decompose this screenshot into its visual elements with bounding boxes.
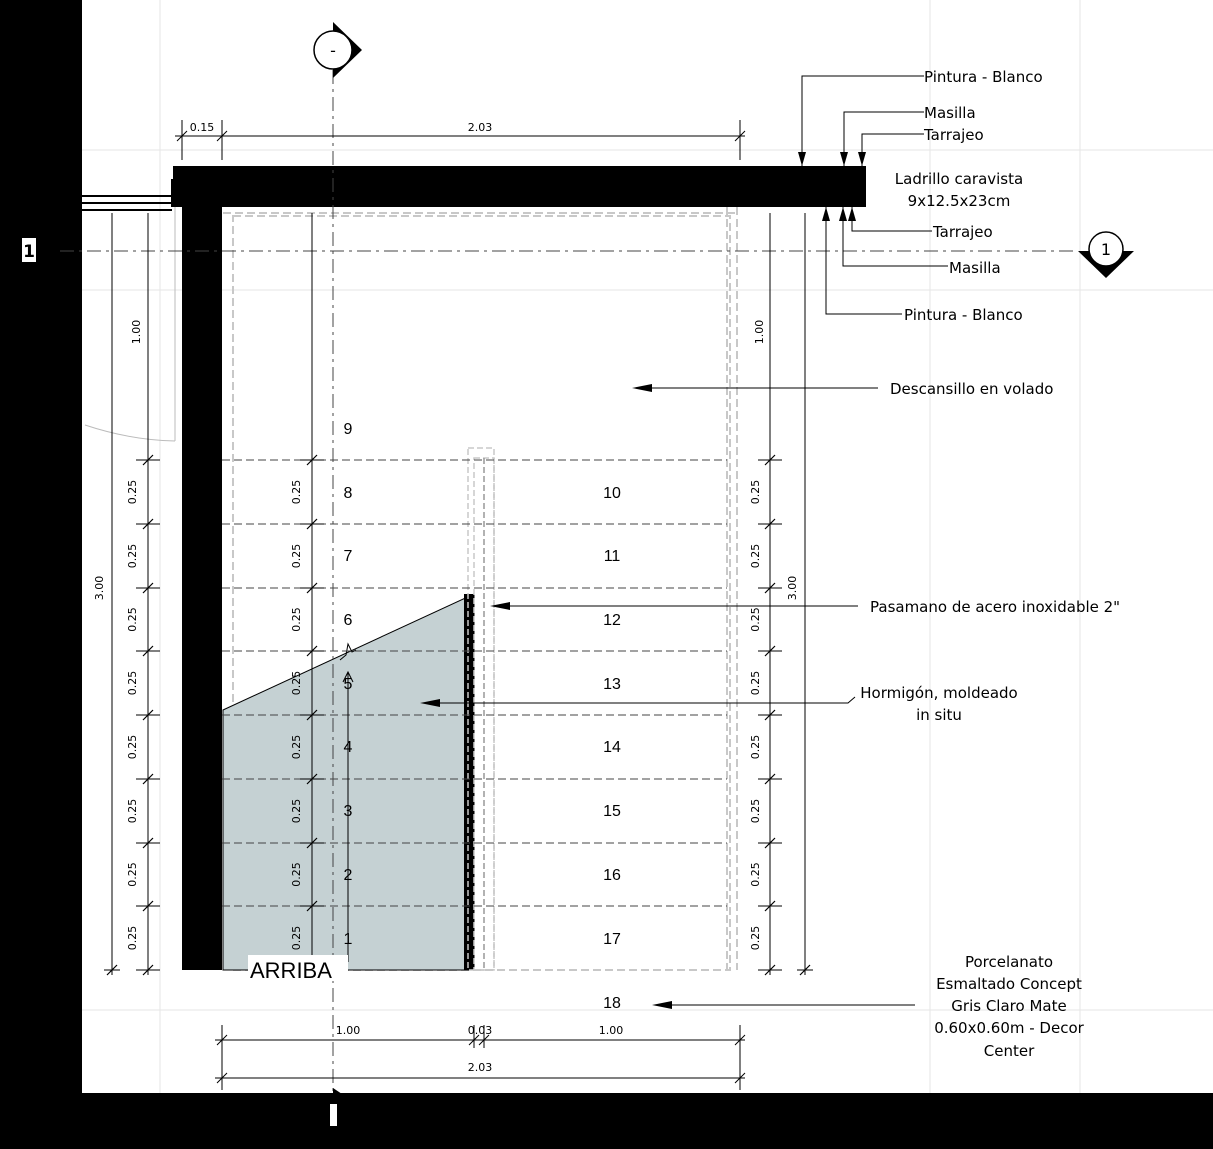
- step-number-8: 8: [343, 485, 353, 502]
- tread-label: 0.25: [749, 734, 762, 760]
- tread-label: 0.25: [290, 734, 303, 760]
- tread-label: 0.25: [749, 607, 762, 632]
- tread-label: 0.25: [126, 670, 139, 696]
- note-putty-bottom: Masilla: [949, 259, 1001, 277]
- tread-label: 0.25: [749, 798, 762, 824]
- note-paint-top: Pintura - Blanco: [924, 68, 1043, 86]
- step-number-10: 10: [603, 485, 621, 502]
- left-brick-wall: [182, 166, 222, 970]
- note-tile-line1: Porcelanato: [964, 953, 1054, 971]
- tread-label: 0.25: [126, 607, 139, 632]
- step-number-2: 2: [343, 867, 353, 884]
- tread-label: 0.25: [126, 925, 139, 951]
- step-number-14: 14: [603, 739, 621, 756]
- tread-label: 0.25: [290, 670, 303, 696]
- note-handrail: Pasamano de acero inoxidable 2": [870, 598, 1121, 616]
- tread-label: 0.25: [749, 479, 762, 505]
- step-number-18: 18: [603, 995, 621, 1012]
- section-marker-label: 1: [1100, 240, 1112, 259]
- step-number-11: 11: [603, 548, 621, 565]
- axis-bubble-top-label: -: [330, 41, 336, 60]
- dim-total-height-right: 3.00: [786, 575, 799, 601]
- note-tile-line4: 0.60x0.60m - Decor: [934, 1019, 1084, 1037]
- tread-label: 0.25: [290, 479, 303, 505]
- note-brick-line1: Ladrillo caravista: [894, 170, 1024, 188]
- tread-label: 0.25: [290, 543, 303, 569]
- dim-bottom-total: 2.03: [467, 1061, 493, 1074]
- dim-bottom-left: 1.00: [335, 1024, 361, 1037]
- dim-bottom-right: 1.00: [598, 1024, 624, 1037]
- step-numbers-right: [603, 485, 621, 1012]
- axis-bubble-bottom: [330, 1088, 342, 1126]
- note-plaster-bottom: Tarrajeo: [933, 223, 993, 241]
- left-axis-label: 1: [23, 242, 35, 262]
- step-number-15: 15: [603, 803, 621, 820]
- dim-landing-right: 1.00: [753, 319, 766, 345]
- note-plaster-top: Tarrajeo: [924, 126, 984, 144]
- step-number-4: 4: [343, 739, 353, 756]
- note-tile-line3: Gris Claro Mate: [951, 997, 1067, 1015]
- dim-top-wall: 0.15: [189, 121, 215, 134]
- tread-label: 0.25: [749, 543, 762, 569]
- tread-label: 0.25: [749, 862, 762, 887]
- stair-direction-label: ARRIBA: [250, 958, 332, 983]
- step-number-7: 7: [343, 548, 353, 565]
- step-number-3: 3: [343, 803, 353, 820]
- step-number-16: 16: [603, 867, 621, 884]
- tread-label: 0.25: [749, 925, 762, 951]
- note-concrete-line2: in situ: [916, 706, 962, 724]
- tread-label: 0.25: [126, 862, 139, 887]
- step-number-17: 17: [603, 931, 621, 948]
- step-number-12: 12: [603, 612, 621, 629]
- step-number-6: 6: [343, 612, 353, 629]
- note-tile-line2: Esmaltado Concept: [936, 975, 1082, 993]
- note-putty-top: Masilla: [924, 104, 976, 122]
- tread-label: 0.25: [290, 607, 303, 632]
- dim-top-width: 2.03: [467, 121, 493, 134]
- step-number-1: 1: [343, 931, 353, 948]
- tread-label: 0.25: [126, 543, 139, 569]
- step-number-13: 13: [603, 676, 621, 693]
- tread-label: 0.25: [290, 862, 303, 887]
- tread-label: 0.25: [749, 670, 762, 696]
- step-number-5: 5: [343, 676, 353, 693]
- note-concrete-line1: Hormigón, moldeado: [860, 684, 1018, 702]
- note-brick-line2: 9x12.5x23cm: [907, 192, 1011, 210]
- top-brick-wall: [173, 166, 866, 207]
- note-tile-line5: Center: [983, 1042, 1035, 1060]
- dim-total-height-left: 3.00: [93, 575, 106, 601]
- central-wall: [464, 594, 474, 970]
- tread-label: 0.25: [126, 734, 139, 760]
- tread-label: 0.25: [290, 925, 303, 951]
- tread-label: 0.25: [126, 798, 139, 824]
- step-number-9: 9: [343, 421, 353, 438]
- note-paint-bottom: Pintura - Blanco: [904, 306, 1023, 324]
- tread-label: 0.25: [290, 798, 303, 824]
- dim-bottom-mid: 0.03: [467, 1024, 493, 1037]
- tread-label: 0.25: [126, 479, 139, 505]
- note-landing: Descansillo en volado: [890, 380, 1054, 398]
- dim-landing-left: 1.00: [130, 319, 143, 345]
